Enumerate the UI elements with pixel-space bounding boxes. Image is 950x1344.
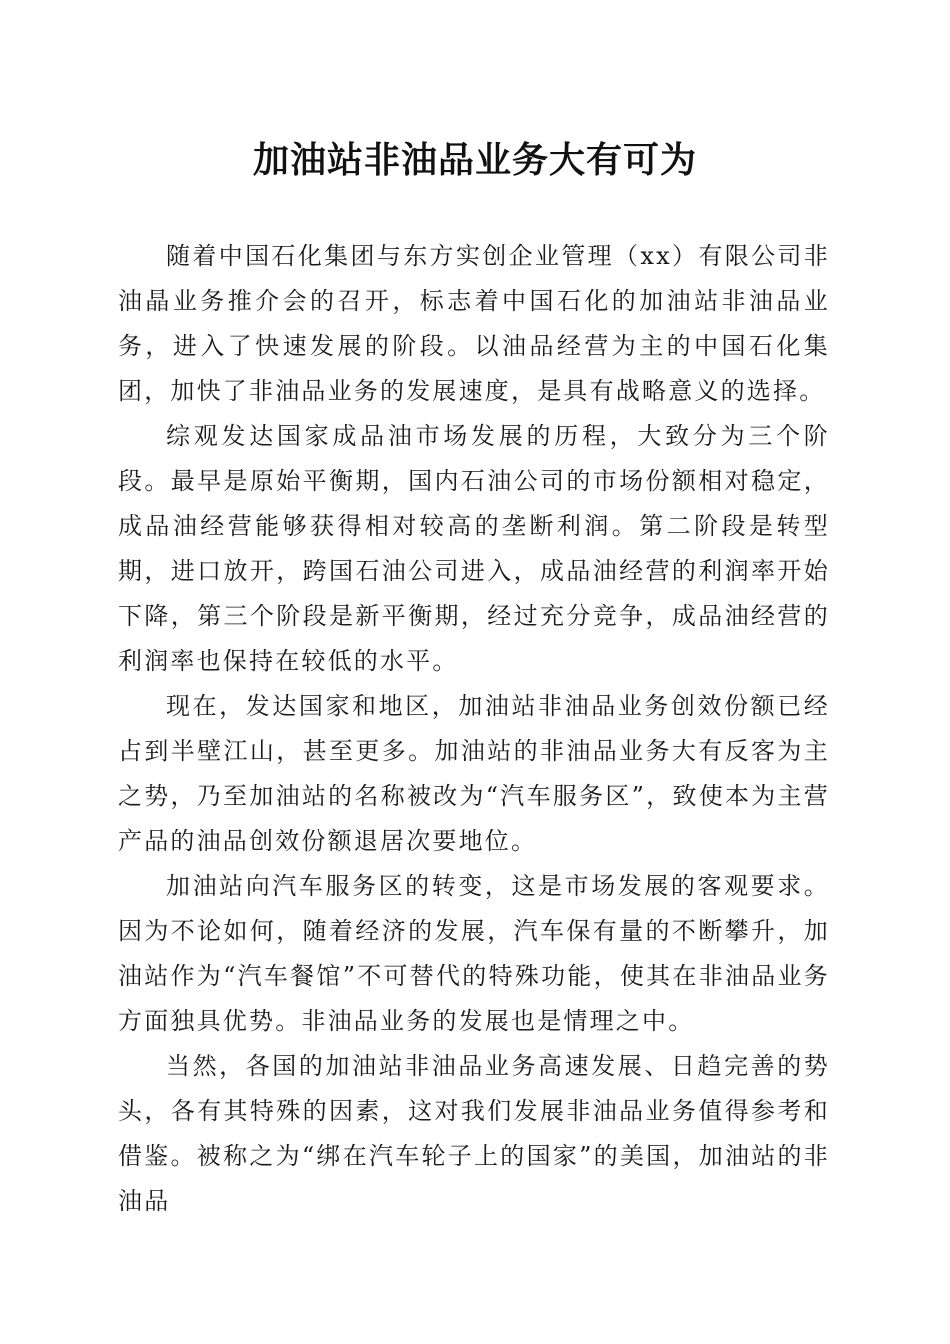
paragraph-1: 随着中国石化集团与东方实创企业管理（xx）有限公司非油晶业务推介会的召开，标志着中国石化的加油站非油品业务，进入了快速发展的阶段。以油品经营为主的中国石化集团，加快了非油品业务的发展速度，是具有战略意义的选择。 xyxy=(118,242,830,405)
paragraph-2: 综观发达国家成品油市场发展的历程，大致分为三个阶段。最早是原始平衡期，国内石油公司的市场份额相对稳定，成品油经营能够获得相对较高的垄断利润。第二阶段是转型期，进口放开，跨国石油公司进入，成品油经营的利润率开始下降，第三个阶段是新平衡期，经过充分竞争，成品油经营的利润率也保持在较低的水平。 xyxy=(118,422,830,675)
paragraph-3: 现在，发达国家和地区，加油站非油品业务创效份额已经占到半壁江山，甚至更多。加油站的非油品业务大有反客为主之势，乃至加油站的名称被改为“汽车服务区”，致使本为主营产品的油品创效份额退居次要地位。 xyxy=(118,692,830,855)
paragraph-5: 当然，各国的加油站非油品业务高速发展、日趋完善的势头，各有其特殊的因素，这对我们发展非油品业务值得参考和借鉴。被称之为“绑在汽车轮子上的国家”的美国，加油站的非油品 xyxy=(118,1052,830,1215)
paragraph-4: 加油站向汽车服务区的转变，这是市场发展的客观要求。因为不论如何，随着经济的发展，汽车保有量的不断攀升，加油站作为“汽车餐馆”不可替代的特殊功能，使其在非油品业务方面独具优势。非油品业务的发展也是情理之中。 xyxy=(118,872,830,1035)
document-title: 加油站非油品业务大有可为 xyxy=(252,139,697,181)
document-body xyxy=(118,234,830,1224)
